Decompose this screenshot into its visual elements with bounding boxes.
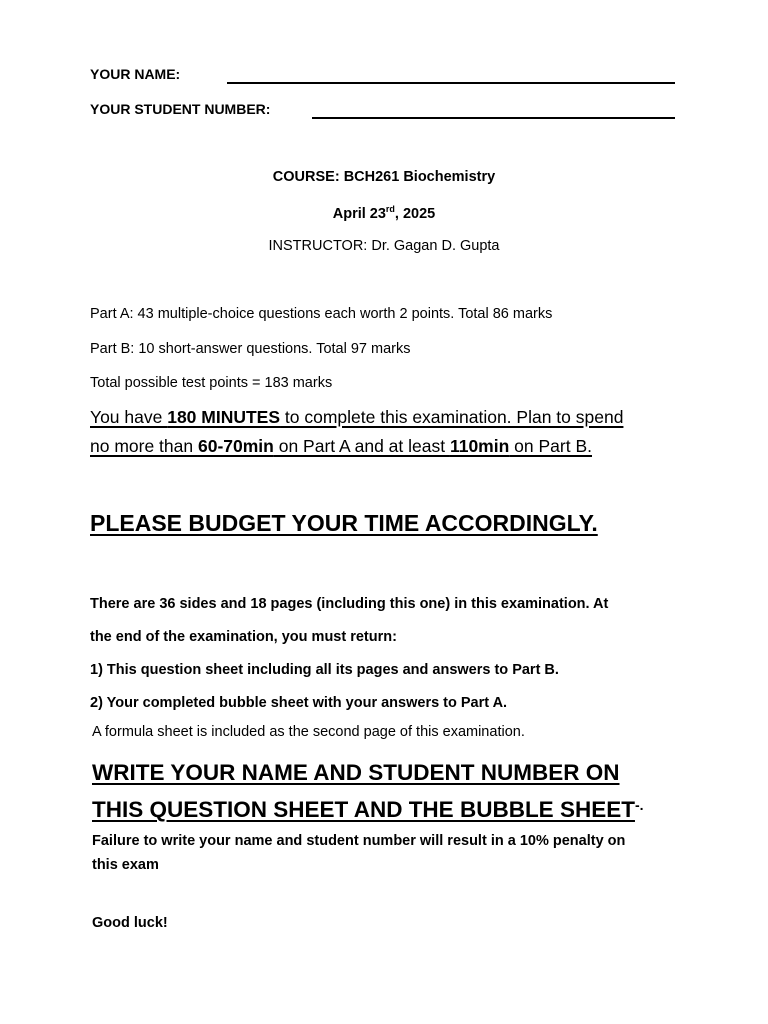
budget-time-heading: PLEASE BUDGET YOUR TIME ACCORDINGLY. xyxy=(90,510,598,536)
student-number-label: YOUR STUDENT NUMBER: xyxy=(90,101,271,117)
part-b-description: Part B: 10 short-answer questions. Total 97 marks xyxy=(90,341,411,357)
time-total-minutes: 180 MINUTES xyxy=(167,407,281,427)
name-label: YOUR NAME: xyxy=(90,66,181,82)
return-item-2: 2) Your completed bubble sheet with your answers to Part A. xyxy=(90,695,508,711)
penalty-line2: this exam xyxy=(92,857,159,873)
date-day: April 23 xyxy=(332,205,386,222)
trailing-mark: -. xyxy=(634,797,644,813)
time-notice-line2: no more than 60-70min on Part A and at least 110min on Part B. xyxy=(90,436,592,456)
formula-sheet-note: A formula sheet is included as the second page of this examination. xyxy=(92,724,525,740)
return-item-1: 1) This question sheet including all its pages and answers to Part B. xyxy=(90,662,559,678)
date-superscript: rd xyxy=(385,204,395,214)
total-points: Total possible test points = 183 marks xyxy=(90,375,333,391)
part-a-minutes: 60-70min xyxy=(197,436,274,456)
good-luck: Good luck! xyxy=(92,915,168,931)
penalty-line1: Failure to write your name and student number will result in a 10% penalty on xyxy=(92,833,626,849)
part-b-minutes: 110min xyxy=(449,436,510,456)
pages-info-line2: the end of the examination, you must return: xyxy=(90,629,397,645)
course-title: COURSE: BCH261 Biochemistry xyxy=(272,169,496,185)
instructor-line: INSTRUCTOR: Dr. Gagan D. Gupta xyxy=(268,238,500,254)
date-year: , 2025 xyxy=(394,205,436,222)
student-number-blank-line[interactable] xyxy=(312,117,675,119)
pages-info-line1: There are 36 sides and 18 pages (including this one) in this examination. At xyxy=(90,596,609,612)
part-a-description: Part A: 43 multiple-choice questions each worth 2 points. Total 86 marks xyxy=(90,306,553,322)
name-blank-line[interactable] xyxy=(227,82,675,84)
exam-date xyxy=(0,204,768,222)
write-name-heading-line2: THIS QUESTION SHEET AND THE BUBBLE SHEET-. xyxy=(92,797,644,822)
write-name-heading-line1: WRITE YOUR NAME AND STUDENT NUMBER ON xyxy=(92,760,620,785)
time-notice-line1: You have 180 MINUTES to complete this examination. Plan to spend xyxy=(90,407,624,427)
